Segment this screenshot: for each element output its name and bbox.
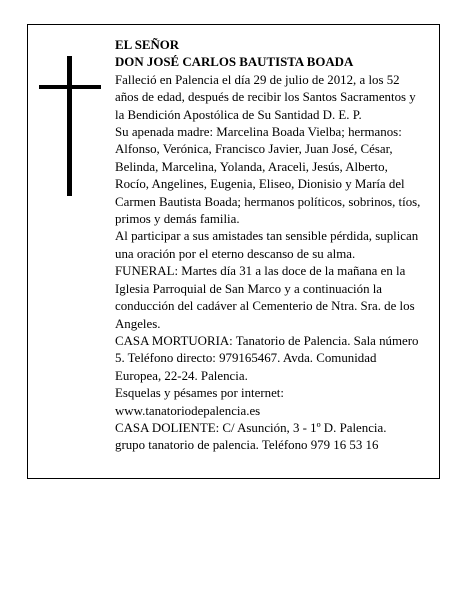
funeral-home-phone: grupo tanatorio de palencia. Teléfono 979 16 53 16 [115, 438, 379, 453]
cross-horizontal-bar [39, 85, 101, 89]
funeral-details: FUNERAL: Martes día 31 a las doce de la mañana en la Iglesia Parroquial de San Marco y a continuación la conducción del cadáver al Cementerio de Ntra. Sra. de los Angeles. [115, 264, 415, 331]
cross-vertical-bar [67, 56, 72, 196]
prayer-request: Al participar a sus amistades tan sensible pérdida, suplican una oración por el eterno descanso de su alma. [115, 229, 419, 261]
deceased-name: DON JOSÉ CARLOS BAUTISTA BOADA [115, 55, 354, 70]
mortuary-details: CASA MORTUORIA: Tanatorio de Palencia. Sala número 5. Teléfono directo: 979165467. Avda. Comunidad Europea, 22-24. Palencia. [115, 333, 419, 383]
death-announcement: Falleció en Palencia el día 29 de julio de 2012, a los 52 años de edad, después de recibir los Santos Sacramentos y la Bendición Apostólica de Su Santidad D. E. P. [115, 72, 416, 122]
condolences-web: Esquelas y pésames por internet: www.tanatoriodepalencia.es [115, 386, 284, 418]
family-list: Su apenada madre: Marcelina Boada Vielba; hermanos: Alfonso, Verónica, Francisco Javier, Juan José, César, Belinda, Marcelina, Yolanda, Araceli, Jesús, Alberto, Rocío, Angelines, Eugenia, Eliseo, Dionisio y María del Carmen Bautista Boada; hermanos políticos, sobrinos, tíos, primos y demás familia. [115, 125, 421, 227]
notice-title-line1: EL SEÑOR [115, 38, 180, 52]
family-home-address: CASA DOLIENTE: C/ Asunción, 3 - 1º D. Palencia. [115, 420, 387, 435]
cross-icon [39, 56, 101, 196]
obituary-text [115, 37, 425, 455]
